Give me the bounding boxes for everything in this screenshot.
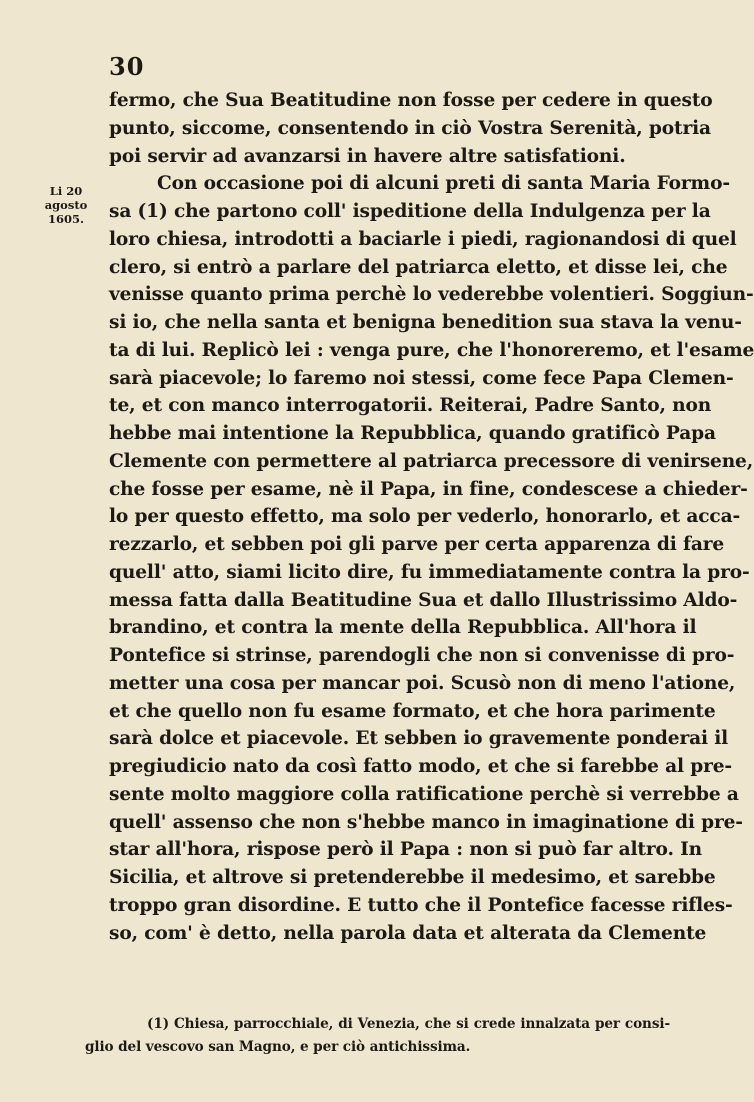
margin-date-note bbox=[40, 184, 92, 226]
page-number: 30 bbox=[109, 52, 145, 81]
text-line: pregiudicio nato da così fatto modo, et che si farebbe al pre- bbox=[109, 756, 732, 777]
text-line: brandino, et contra la mente della Repubblica. All'hora il bbox=[109, 617, 697, 639]
text-line: star all'hora, rispose però il Papa : non si può far altro. In bbox=[109, 839, 703, 861]
text-line: quell' atto, siami licito dire, fu immediatamente contra la pro- bbox=[109, 561, 750, 583]
text-line: loro chiesa, introdotti a baciarle i piedi, ragionandosi di quel bbox=[109, 228, 737, 250]
margin-note-line: agosto bbox=[44, 198, 88, 212]
text-line: Clemente con permettere al patriarca precessore di venirsene, bbox=[109, 450, 754, 472]
text-line: sente molto maggiore colla ratificatione perchè si verrebbe a bbox=[109, 783, 739, 805]
text-line: lo per questo effetto, ma solo per vederlo, honorarlo, et acca- bbox=[109, 506, 741, 528]
text-line: ta di lui. Replicò lei : venga pure, che l'honoreremo, et l'esame bbox=[109, 339, 754, 361]
text-line: Pontefice si strinse, parendogli che non si convenisse di pro- bbox=[109, 645, 735, 666]
text-line: rezzarlo, et sebben poi gli parve per certa apparenza di fare bbox=[109, 534, 725, 555]
text-line: messa fatta dalla Beatitudine Sua et dallo Illustrissimo Aldo- bbox=[109, 589, 738, 611]
text-line: quell' assenso che non s'hebbe manco in imaginatione di pre- bbox=[109, 811, 743, 833]
text-line: Con occasione poi di alcuni preti di santa Maria Formo- bbox=[157, 173, 730, 195]
text-line: venisse quanto prima perchè lo vederebbe volentieri. Soggiun- bbox=[109, 284, 754, 306]
text-line: sa (1) che partono coll' ispeditione della Indulgenza per la bbox=[109, 201, 711, 222]
text-line: metter una cosa per mancar poi. Scusò non di meno l'atione, bbox=[109, 672, 736, 694]
text-line: troppo gran disordine. E tutto che il Pontefice facesse rifles- bbox=[109, 894, 733, 916]
footnotes bbox=[85, 1013, 670, 1059]
text-line: sarà piacevole; lo faremo noi stessi, come fece Papa Clemen- bbox=[109, 367, 734, 389]
text-line: fermo, che Sua Beatitudine non fosse per cedere in questo bbox=[109, 90, 713, 111]
text-line: si io, che nella santa et benigna benedition sua stava la venu- bbox=[109, 312, 742, 333]
text-line: so, com' è detto, nella parola data et alterata da Clemente bbox=[109, 922, 707, 944]
text-line: hebbe mai intentione la Repubblica, quando gratificò Papa bbox=[109, 423, 716, 444]
text-line: Sicilia, et altrove si pretenderebbe il medesimo, et sarebbe bbox=[109, 867, 716, 888]
text-line: che fosse per esame, nè il Papa, in fine, condescese a chieder- bbox=[109, 478, 748, 500]
footnote-line: (1) Chiesa, parrocchiale, di Venezia, che si crede innalzata per consi- bbox=[147, 1016, 670, 1032]
margin-note-line: Li 20 bbox=[49, 184, 83, 198]
body-text bbox=[109, 87, 754, 947]
text-line: poi servir ad avanzarsi in havere altre satisfationi. bbox=[109, 145, 626, 167]
text-line: te, et con manco interrogatorii. Reiterai, Padre Santo, non bbox=[109, 395, 712, 417]
margin-note-line: 1605. bbox=[47, 212, 84, 226]
text-line: clero, si entrò a parlare del patriarca eletto, et disse lei, che bbox=[109, 256, 728, 278]
text-line: punto, siccome, consentendo in ciò Vostra Serenità, potria bbox=[109, 117, 711, 139]
text-line: et che quello non fu esame formato, et che hora parimente bbox=[109, 700, 716, 722]
text-line: sarà dolce et piacevole. Et sebben io gravemente ponderai il bbox=[109, 728, 729, 750]
footnote-line: glio del vescovo san Magno, e per ciò antichissima. bbox=[85, 1039, 471, 1055]
